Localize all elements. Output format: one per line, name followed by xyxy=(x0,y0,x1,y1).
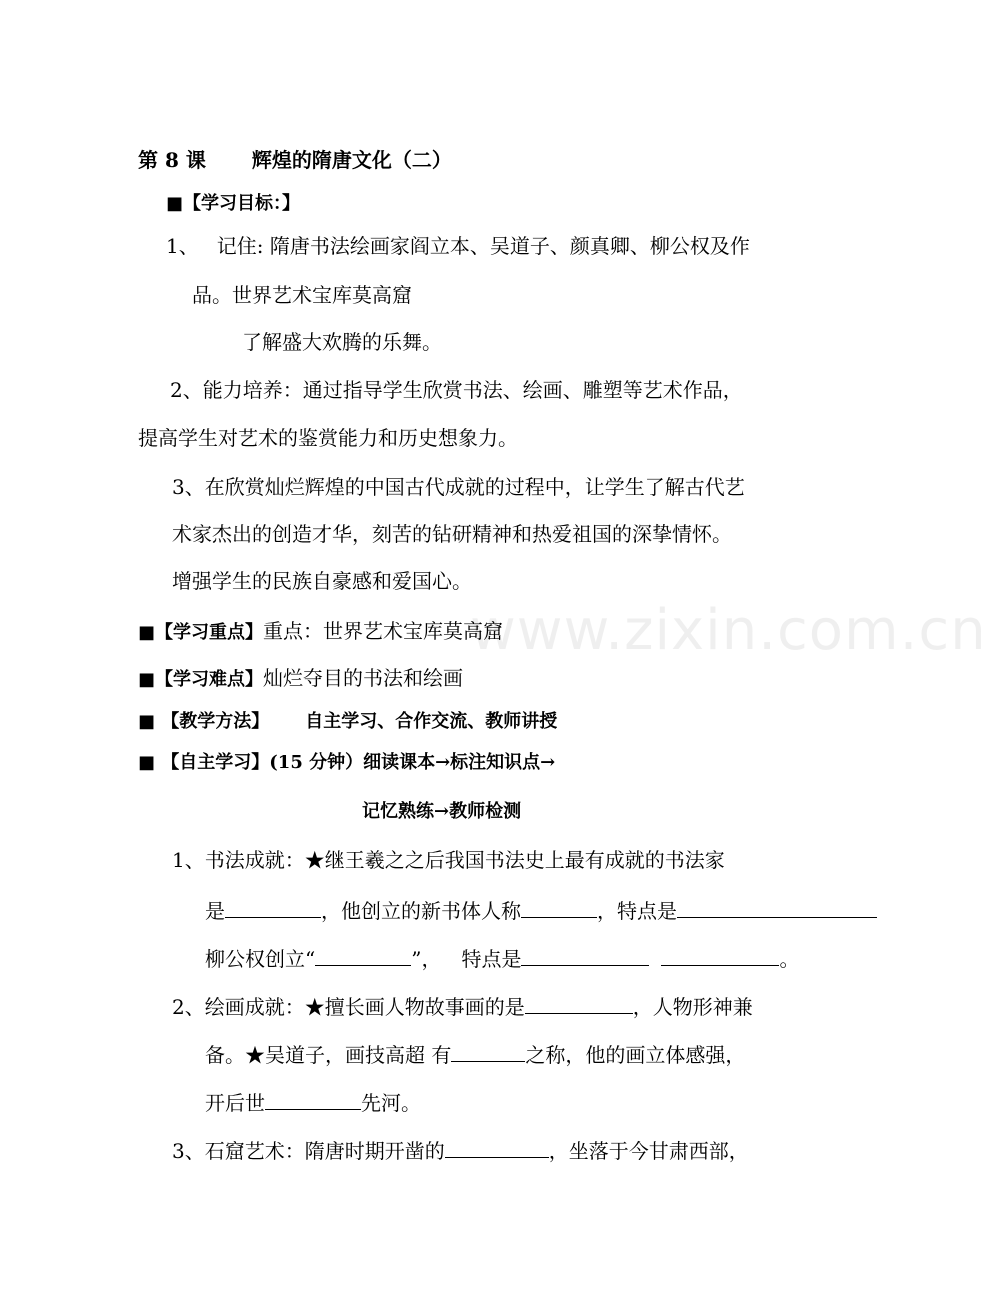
q1-text-d: 柳公权创立“ xyxy=(205,947,316,971)
q1-blank-3[interactable] xyxy=(677,898,877,918)
q1-text-g: 。 xyxy=(779,947,800,971)
difficulty-label: ■【学习难点】 xyxy=(138,669,264,690)
q1-text-f: 特点是 xyxy=(461,947,522,971)
objective-2-line-1: 2、能力培养：通过指导学生欣赏书法、绘画、雕塑等艺术作品， xyxy=(170,378,743,402)
lesson-title xyxy=(138,150,452,170)
objective-2-line-2: 提高学生对艺术的鉴赏能力和历史想象力。 xyxy=(138,426,518,450)
objective-1-number: 1、 xyxy=(166,234,199,258)
lesson-number: 第 8 课 xyxy=(138,148,206,172)
q2-line-2 xyxy=(205,1042,745,1065)
q2-blank-1[interactable] xyxy=(525,994,633,1014)
q1-text-e: ”， xyxy=(411,947,442,971)
q3-text-b: ，坐落于今甘肃西部， xyxy=(548,1139,749,1163)
q2-text-e: 开后世 xyxy=(205,1091,265,1115)
objective-1-line-3: 了解盛大欢腾的乐舞。 xyxy=(242,330,442,354)
q1-line-3 xyxy=(205,946,799,969)
q2-blank-3[interactable] xyxy=(265,1090,361,1110)
q2-text-d: 之称，他的画立体感强， xyxy=(525,1043,746,1067)
q1-blank-5[interactable] xyxy=(521,946,649,966)
q3-text-a: 3、石窟艺术：隋唐时期开凿的 xyxy=(172,1139,445,1163)
q1-blank-6[interactable] xyxy=(661,946,779,966)
q2-line-1 xyxy=(172,994,753,1017)
q1-line-2 xyxy=(205,898,877,921)
method-text: 自主学习、合作交流、教师讲授 xyxy=(305,711,558,732)
objectives-header: ■【学习目标：】 xyxy=(166,193,301,214)
q3-line-1 xyxy=(172,1138,749,1161)
self-study-line-2: 记忆熟练→教师检测 xyxy=(362,801,522,822)
lesson-name: 辉煌的隋唐文化（二） xyxy=(251,148,452,172)
objective-1-line-2: 品。世界艺术宝库莫高窟 xyxy=(192,283,412,307)
q1-line-1: 1、书法成就：★继王羲之之后我国书法史上最有成就的书法家 xyxy=(172,848,725,872)
self-study-line-1: ■ 【自主学习】(15 分钟）细读课本→标注知识点→ xyxy=(138,752,556,773)
q2-text-c: 备。★吴道子，画技高超 有 xyxy=(205,1043,452,1067)
method-label: ■ 【教学方法】 xyxy=(138,711,270,732)
q3-blank-1[interactable] xyxy=(445,1138,549,1158)
difficulty-text: 灿烂夺目的书法和绘画 xyxy=(263,666,464,690)
q2-line-3 xyxy=(205,1090,421,1113)
objective-3-line-1: 3、在欣赏灿烂辉煌的中国古代成就的过程中，让学生了解古代艺 xyxy=(172,475,745,499)
objective-3-line-3: 增强学生的民族自豪感和爱国心。 xyxy=(172,569,472,593)
key-point-text: 重点：世界艺术宝库莫高窟 xyxy=(263,619,504,643)
q1-blank-1[interactable] xyxy=(225,898,321,918)
q2-blank-2[interactable] xyxy=(451,1042,525,1062)
q2-text-b: ，人物形神兼 xyxy=(632,995,753,1019)
objective-1-line-1 xyxy=(166,236,750,256)
q2-text-a: 2、绘画成就：★擅长画人物故事画的是 xyxy=(172,995,525,1019)
watermark: www.zixin.com.cn xyxy=(470,598,987,663)
q1-blank-2[interactable] xyxy=(521,898,597,918)
objective-1-text: 记住: 隋唐书法绘画家阎立本、吴道子、颜真卿、柳公权及作 xyxy=(216,234,750,258)
q1-text-a: 是 xyxy=(205,899,225,923)
method-row xyxy=(138,713,557,731)
q2-text-f: 先河。 xyxy=(361,1091,421,1115)
q1-blank-4[interactable] xyxy=(315,946,411,966)
difficulty-row xyxy=(138,668,463,689)
key-point-label: ■【学习重点】 xyxy=(138,622,264,643)
q1-text-b: ，他创立的新书体人称 xyxy=(321,899,521,923)
key-point-row xyxy=(138,621,503,642)
q1-text-c: ，特点是 xyxy=(597,899,677,923)
objective-3-line-2: 术家杰出的创造才华，刻苦的钻研精神和热爱祖国的深挚情怀。 xyxy=(172,522,732,546)
